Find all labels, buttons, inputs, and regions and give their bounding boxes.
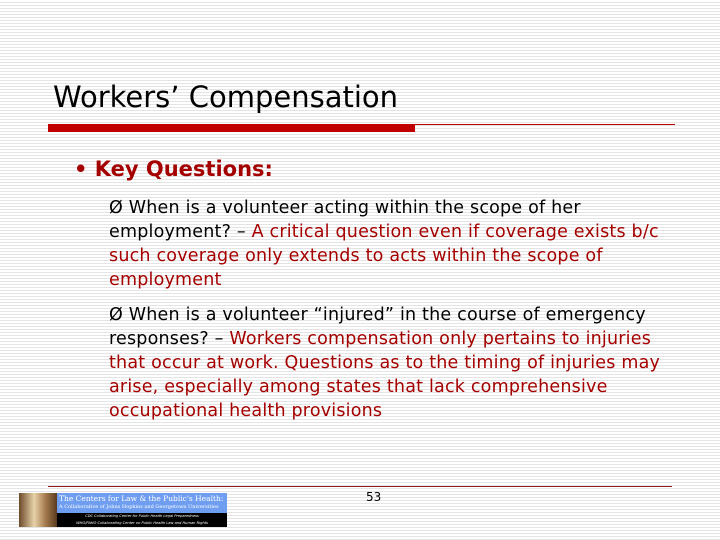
title-underline-thin	[415, 124, 675, 125]
answer-text: Workers compensation only pertains to injuries that occur at work. Questions as to the timing of injuries may arise, especially among states that lack comprehensive occupational health provisions	[109, 329, 661, 421]
logo-line-1: The Centers for Law & the Public's Health:	[59, 494, 224, 503]
arrow-bullet-icon: Ø	[109, 305, 123, 325]
question-item	[109, 196, 669, 292]
answer-text: A critical question even if coverage exists b/c such coverage only extends to acts within the scope of employment	[109, 222, 659, 290]
logo-line-3: CDC Collaborating Center for Public Health Legal Preparedness	[85, 514, 199, 518]
title-underline-thick	[48, 124, 415, 132]
logo-line-2: A Collaborative of Johns Hopkins and Georgetown Universities	[59, 504, 219, 510]
logo-line-4: WHO/PAHO Collaborating Center on Public Health Law and Human Rights	[76, 521, 208, 525]
question-item	[109, 303, 669, 423]
page-number: 53	[366, 490, 382, 504]
arrow-bullet-icon: Ø	[109, 198, 123, 218]
centers-for-law-logo	[19, 493, 227, 527]
slide-title: Workers’ Compensation	[53, 80, 399, 114]
question-text: When is a volunteer “injured” in the course of emergency responses? –	[109, 305, 646, 349]
question-text: When is a volunteer acting within the scope of her employment? –	[109, 198, 581, 242]
footer-divider	[48, 486, 672, 487]
pillar-image	[19, 493, 57, 527]
key-questions-heading: • Key Questions:	[74, 157, 273, 181]
